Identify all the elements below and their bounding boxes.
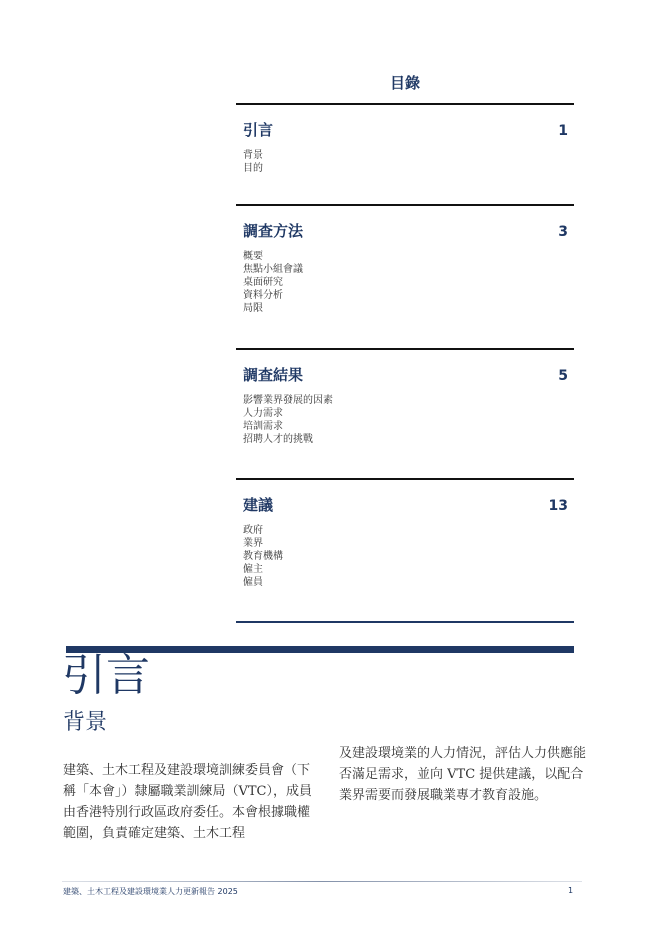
toc-items [243, 394, 568, 446]
toc-section-heading[interactable] [243, 220, 568, 241]
toc-items [243, 524, 568, 589]
toc-section-findings[interactable] [236, 364, 574, 478]
toc-item[interactable]: 資料分析 [243, 290, 283, 301]
toc-title: 目錄 [389, 74, 420, 92]
toc-item[interactable]: 僱主 [243, 564, 263, 575]
toc-item[interactable]: 人力需求 [243, 408, 283, 419]
toc-section-heading[interactable] [243, 494, 568, 515]
toc-section-name[interactable]: 調查結果 [243, 366, 304, 384]
footer-report-title: 建築、土木工程及建設環境業人力更新報告 2025 [63, 887, 238, 896]
body-paragraph-right: 及建設環境業的人力情況，評估人力供應能否滿足需求，並向 VTC 提供建議，以配合業界需要而發展職業專才教育設施。 [339, 746, 587, 803]
toc-item[interactable]: 目的 [243, 163, 263, 174]
toc-section-introduction[interactable] [236, 119, 574, 204]
toc-divider [236, 103, 574, 105]
toc-section-heading[interactable] [243, 364, 568, 385]
toc-item[interactable]: 培訓需求 [243, 421, 283, 432]
toc-item[interactable]: 教育機構 [243, 551, 283, 562]
toc-item[interactable]: 僱員 [243, 577, 263, 588]
toc-item[interactable]: 政府 [243, 525, 263, 536]
table-of-contents [236, 70, 574, 623]
toc-divider [236, 621, 574, 623]
toc-section-name[interactable]: 引言 [243, 121, 274, 139]
toc-section-recommendations[interactable] [236, 494, 574, 621]
footer-page-number: 1 [568, 886, 574, 895]
toc-items [243, 250, 568, 315]
toc-section-name[interactable]: 調查方法 [243, 222, 304, 240]
toc-divider [236, 204, 574, 206]
toc-item[interactable]: 概要 [243, 251, 263, 262]
section-heading: 引言 [62, 650, 150, 701]
toc-divider [236, 348, 574, 350]
toc-item[interactable]: 業界 [243, 538, 263, 549]
toc-item[interactable]: 背景 [243, 150, 263, 161]
toc-section-page: 13 [548, 498, 568, 514]
toc-section-methodology[interactable] [236, 220, 574, 348]
toc-section-page: 3 [558, 224, 568, 240]
toc-items [243, 149, 568, 175]
toc-section-page: 5 [558, 368, 568, 384]
toc-item[interactable]: 影響業界發展的因素 [243, 395, 333, 406]
toc-item[interactable]: 桌面研究 [243, 277, 283, 288]
toc-item[interactable]: 招聘人才的挑戰 [243, 434, 313, 445]
toc-section-heading[interactable] [243, 119, 568, 140]
toc-item[interactable]: 焦點小組會議 [243, 264, 303, 275]
footer-divider [62, 881, 582, 882]
toc-item[interactable]: 局限 [243, 303, 263, 314]
toc-divider [236, 478, 574, 480]
toc-section-name[interactable]: 建議 [243, 496, 274, 514]
subsection-heading: 背景 [63, 710, 108, 735]
body-paragraph-left: 建築、土木工程及建設環境訓練委員會（下稱「本會」）隸屬職業訓練局（VTC），成員由香港特別行政區政府委任。本會根據職權範圍，負責確定建築、土木工程 [63, 763, 313, 841]
toc-section-page: 1 [558, 123, 568, 139]
